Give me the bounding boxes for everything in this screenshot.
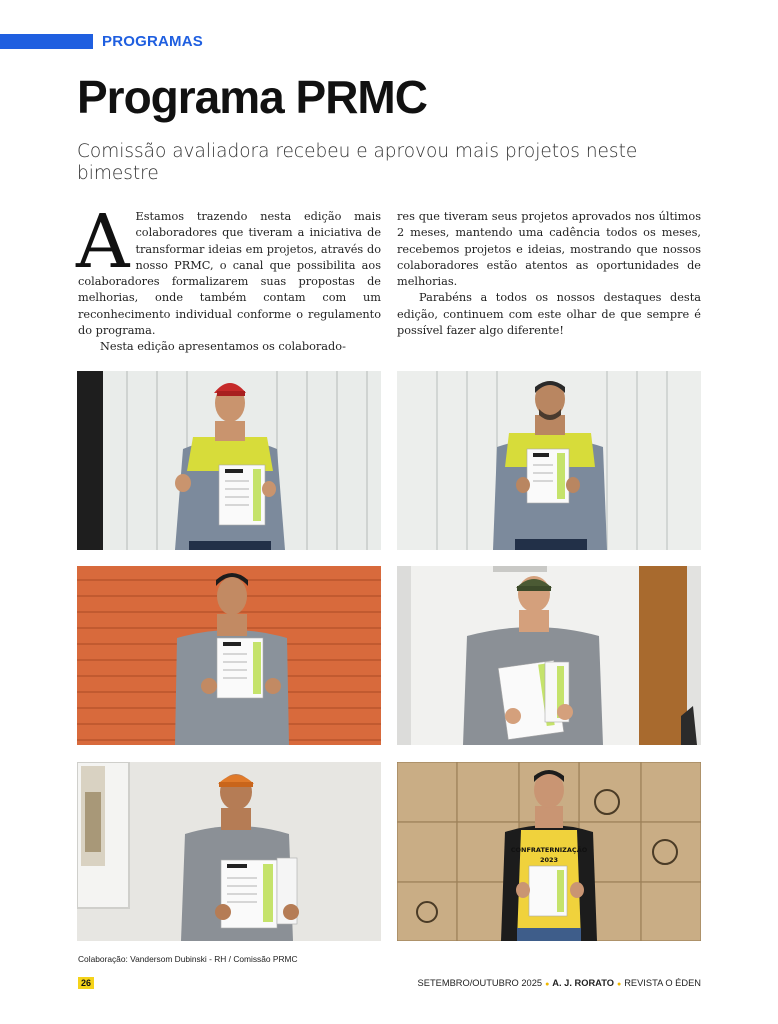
photo-collaborator-3-illustration bbox=[77, 566, 381, 745]
footer-issue: SETEMBRO/OUTUBRO 2025 bbox=[417, 978, 543, 988]
shirt-print-year: 2023 bbox=[539, 856, 559, 864]
photo-collaborator-1 bbox=[77, 371, 381, 550]
shirt-print-text: CONFRATERNIZAÇÃO bbox=[510, 846, 588, 854]
page-number: 26 bbox=[78, 977, 94, 989]
footer-magazine: REVISTA O ÉDEN bbox=[624, 978, 701, 988]
photo-collaborator-4-illustration bbox=[397, 566, 701, 745]
photo-collaborator-4 bbox=[397, 566, 701, 745]
footer-separator-1: ● bbox=[545, 981, 550, 988]
paragraph-1-text: Estamos trazendo nesta edição mais colaboradores que tiveram a iniciativa de transformar ideias em projetos, através do nosso PRMC, o canal que possibilita aos colaboradores formalizarem suas propostas de melhorias, onde também contam com um reconhecimento individual conforme o regulamento do programa. bbox=[78, 210, 381, 338]
article-column-right bbox=[397, 209, 701, 339]
footer-separator-2: ● bbox=[616, 981, 622, 988]
article-subtitle: Comissão avaliadora recebeu e aprovou mais projetos neste bimestre bbox=[77, 141, 638, 184]
photo-collaborator-5 bbox=[77, 762, 381, 941]
drop-cap: A bbox=[76, 199, 130, 285]
photo-collaborator-3 bbox=[77, 566, 381, 745]
section-accent-bar bbox=[0, 34, 93, 49]
photo-collaborator-2 bbox=[397, 371, 701, 550]
photo-collaborator-2-illustration bbox=[397, 371, 701, 550]
paragraph-2: Nesta edição apresentamos os colaborado- bbox=[100, 340, 346, 354]
photo-collaborator-6-illustration bbox=[397, 762, 701, 941]
paragraph-1 bbox=[76, 199, 381, 339]
paragraph-4: Parabéns a todos os nossos destaques desta edição, continuem com este olhar de que sempre é possível fazer algo diferente! bbox=[397, 291, 701, 338]
photo-credit-caption: Colaboração: Vandersom Dubinski - RH / Comissão PRMC bbox=[78, 954, 298, 964]
article-column-left bbox=[76, 199, 381, 356]
photo-collaborator-1-illustration bbox=[77, 371, 381, 550]
page-footer bbox=[418, 978, 701, 988]
footer-brand: A. J. RORATO bbox=[552, 978, 614, 988]
photo-collaborator-5-illustration bbox=[77, 762, 381, 941]
article-title: Programa PRMC bbox=[77, 71, 427, 123]
section-label: PROGRAMAS bbox=[102, 33, 203, 50]
photo-collaborator-6 bbox=[397, 762, 701, 941]
paragraph-3: res que tiveram seus projetos aprovados nos últimos 2 meses, mantendo uma cadência todos os meses, recebemos projetos e ideias, mostrando que nossos colaboradores estão atentos as oportunidades de melhorias. bbox=[397, 210, 701, 289]
